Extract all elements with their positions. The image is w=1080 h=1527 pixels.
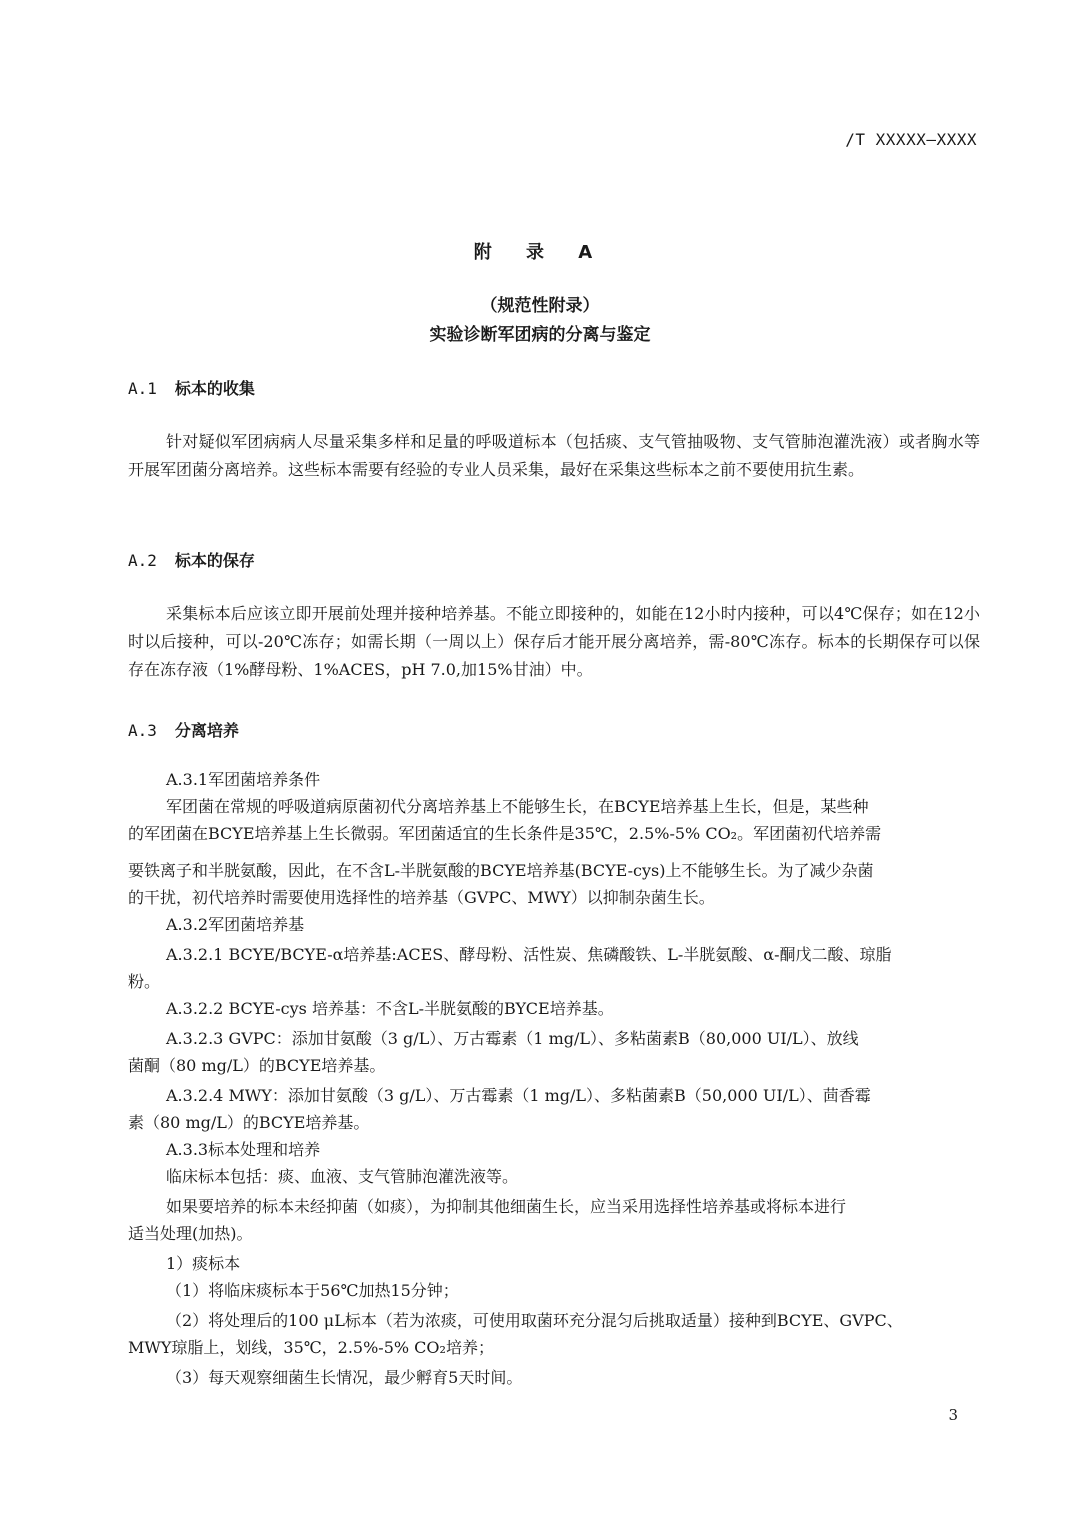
section-heading-a3 bbox=[128, 718, 239, 741]
text-line: 如果要培养的标本未经抑菌（如痰），为抑制其他细菌生长，应当采用选择性培养基或将标本进行 bbox=[166, 1197, 847, 1216]
text-line: 的干扰，初代培养时需要使用选择性的培养基（GVPC、MWY）以抑制杂菌生长。 bbox=[128, 888, 715, 907]
text-line: A.3.2.3 GVPC：添加甘氨酸（3 g/L）、万古霉素（1 mg/L）、多粘菌素B（80,000 UI/L）、放线 bbox=[166, 1029, 859, 1048]
subsection-heading-a3-2: A.3.2军团菌培养基 bbox=[166, 915, 305, 934]
text-line: A.3.2.1 BCYE/BCYE-α培养基:ACES、酵母粉、活性炭、焦磷酸铁、L-半胱氨酸、α-酮戊二酸、琼脂 bbox=[166, 945, 892, 964]
section-title: 标本的收集 bbox=[174, 379, 255, 398]
subsection-heading-a3-1: A.3.1军团菌培养条件 bbox=[166, 770, 321, 789]
list-item: （2）将处理后的100 μL标本（若为浓痰，可使用取菌环充分混匀后挑取适量）接种到BCYE、GVPC、 bbox=[166, 1311, 903, 1330]
text-line: 适当处理(加热)。 bbox=[128, 1224, 253, 1243]
section-title: 分离培养 bbox=[174, 721, 239, 740]
text-line: 军团菌在常规的呼吸道病原菌初代分离培养基上不能够生长，在BCYE培养基上生长，但是，某些种 bbox=[166, 797, 869, 816]
annex-title: 附 录 A bbox=[473, 242, 607, 263]
text-line: 粉。 bbox=[128, 972, 161, 991]
text-line: A.3.2.4 MWY：添加甘氨酸（3 g/L）、万古霉素（1 mg/L）、多粘菌素B（50,000 UI/L）、茴香霉 bbox=[166, 1086, 871, 1105]
text-line: 的军团菌在BCYE培养基上生长微弱。军团菌适宜的生长条件是35℃，2.5%-5% CO₂。军团菌初代培养需 bbox=[128, 824, 882, 843]
section-heading-a2 bbox=[128, 548, 255, 571]
page-number: 3 bbox=[948, 1406, 958, 1424]
section-number: A.2 bbox=[128, 551, 157, 570]
section-paragraph-a2: 采集标本后应该立即开展前处理并接种培养基。不能立即接种的，如能在12小时内接种，可以4℃保存；如在12小时以后接种，可以-20℃冻存；如需长期（一周以上）保存后才能开展分离培养，需-80℃冻存。标本的长期保存可以保存在冻存液（1%酵母粉、1%ACES，pH 7.0,加15%甘油）中。 bbox=[128, 604, 980, 679]
subsection-heading-a3-3: A.3.3标本处理和培养 bbox=[166, 1140, 321, 1159]
section-number: A.3 bbox=[128, 721, 157, 740]
text-line: 素（80 mg/L）的BCYE培养基。 bbox=[128, 1113, 370, 1132]
text-line: 临床标本包括：痰、血液、支气管肺泡灌洗液等。 bbox=[166, 1167, 519, 1186]
section-number: A.1 bbox=[128, 379, 157, 398]
list-item: （1）将临床痰标本于56℃加热15分钟； bbox=[166, 1281, 459, 1300]
list-item: （3）每天观察细菌生长情况，最少孵育5天时间。 bbox=[166, 1368, 523, 1387]
text-line: MWY琼脂上，划线，35℃，2.5%-5% CO₂培养； bbox=[128, 1338, 494, 1357]
standard-code: /T XXXXX—XXXX bbox=[845, 130, 977, 149]
list-heading: 1）痰标本 bbox=[166, 1254, 241, 1273]
annex-name: 实验诊断军团病的分离与鉴定 bbox=[429, 325, 651, 345]
text-line: 要铁离子和半胱氨酸，因此，在不含L-半胱氨酸的BCYE培养基(BCYE-cys)上不能够生长。为了减少杂菌 bbox=[128, 861, 874, 880]
annex-type: （规范性附录） bbox=[480, 296, 600, 316]
text-line: 菌酮（80 mg/L）的BCYE培养基。 bbox=[128, 1056, 386, 1075]
section-heading-a1 bbox=[128, 376, 255, 399]
section-title: 标本的保存 bbox=[174, 551, 255, 570]
text-line: A.3.2.2 BCYE-cys 培养基：不含L-半胱氨酸的BYCE培养基。 bbox=[166, 999, 614, 1018]
section-paragraph-a1: 针对疑似军团病病人尽量采集多样和足量的呼吸道标本（包括痰、支气管抽吸物、支气管肺泡灌洗液）或者胸水等开展军团菌分离培养。这些标本需要有经验的专业人员采集，最好在采集这些标本之前不要使用抗生素。 bbox=[128, 432, 980, 479]
